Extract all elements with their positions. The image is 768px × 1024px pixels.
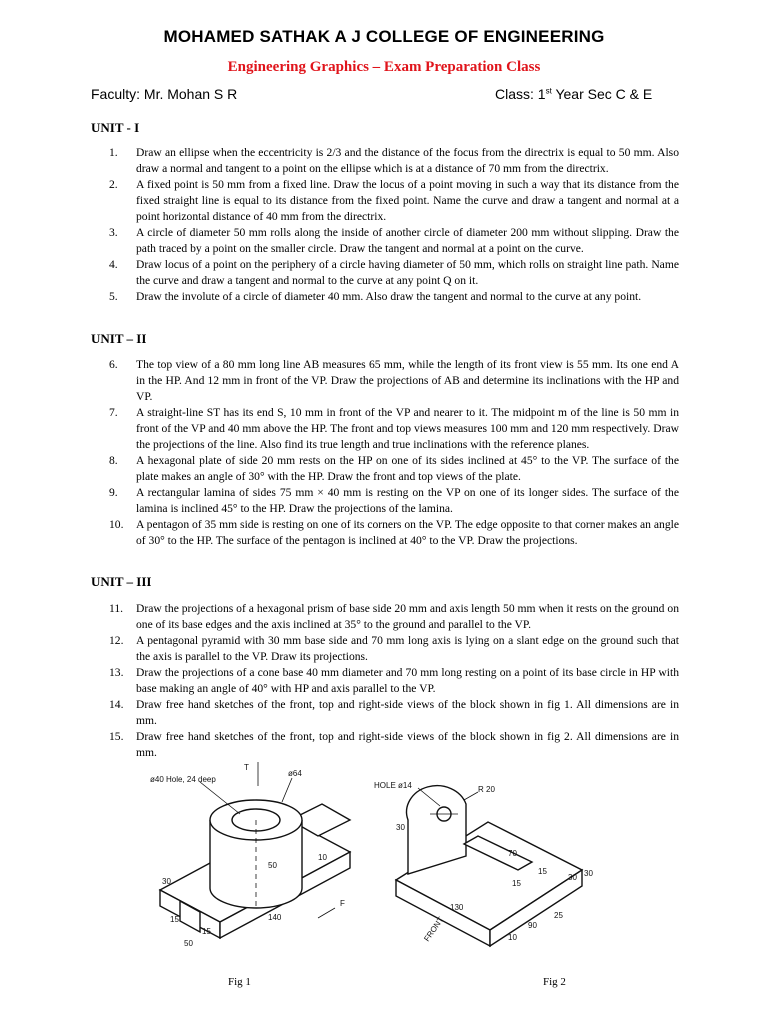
faculty-name: Faculty: Mr. Mohan S R — [91, 86, 238, 102]
question-text: Draw an ellipse when the eccentricity is 2/3 and the distance of the focus from the directrix is equal to 50 mm. Also draw a normal and tangent to a point on the ellipse which is at a distance of 70 mm from the directrix. — [136, 146, 679, 175]
question-text: A pentagonal pyramid with 30 mm base side and 70 mm long axis is lying on a slant edge on the ground such that the axis is parallel to the VP. Draw its projections. — [136, 634, 679, 663]
question-item — [91, 665, 679, 697]
question-item — [91, 357, 679, 405]
unit-1-heading: UNIT - I — [91, 120, 140, 135]
question-item — [91, 225, 679, 257]
unit-3-questions — [91, 601, 679, 761]
fig1-dim-15b: 15 — [202, 927, 211, 936]
fig2-dim-30b: 30 — [568, 873, 577, 882]
unit-3-heading: UNIT – III — [91, 574, 152, 589]
fig2-hole-label: HOLE ø14 — [374, 781, 412, 790]
question-number: 1. — [109, 146, 118, 159]
fig1-dim-30: 30 — [162, 877, 171, 886]
question-text: Draw the projections of a hexagonal prism of base side 20 mm and axis length 50 mm when it rests on the ground on one of its base edges and the axis inclined at 35° to the ground and parallel to the VP. — [136, 602, 679, 631]
question-number: 10. — [109, 518, 124, 531]
fig1-caption: Fig 1 — [228, 976, 251, 988]
class-suffix: Year Sec C & E — [551, 86, 653, 102]
fig1-hole-label: ø40 Hole, 24 deep — [150, 775, 216, 784]
question-item — [91, 517, 679, 549]
question-number: 2. — [109, 178, 118, 191]
question-text: Draw the projections of a cone base 40 mm diameter and 70 mm long resting on a point of its base circle in HP with base making an angle of 40° with HP and axis parallel to the VP. — [136, 666, 679, 695]
question-item — [91, 601, 679, 633]
question-number: 12. — [109, 634, 124, 647]
question-number: 11. — [109, 602, 124, 615]
question-item — [91, 257, 679, 289]
fig1-dim-10: 10 — [318, 853, 327, 862]
question-number: 13. — [109, 666, 124, 679]
fig1-isometric-drawing — [140, 760, 370, 955]
class-subtitle: Engineering Graphics – Exam Preparation Class — [227, 59, 541, 75]
question-number: 15. — [109, 730, 124, 743]
question-text: A straight-line ST has its end S, 10 mm in front of the VP and nearer to it. The midpoint m of the line is 50 mm in front of the VP and 40 mm above the HP. The front and top views measures 100 mm and 120 mm respectively. Draw the projections of the line. Also find its true length and true inclinations with the reference planes. — [136, 406, 679, 451]
fig2-dim-10: 10 — [508, 933, 517, 942]
fig2-isometric-drawing — [368, 760, 608, 955]
question-text: Draw free hand sketches of the front, top and right-side views of the block shown in fig 1. All dimensions are in mm. — [136, 698, 679, 727]
unit-2-heading: UNIT – II — [91, 331, 147, 346]
question-item — [91, 697, 679, 729]
fig1-t-label: T — [244, 763, 249, 772]
question-item — [91, 289, 679, 305]
fig1-f-label: F — [340, 899, 345, 908]
fig2-r20-label: R 20 — [478, 785, 495, 794]
question-number: 3. — [109, 226, 118, 239]
class-sup: st — [545, 86, 552, 96]
fig2-dim-15: 15 — [538, 867, 547, 876]
question-item — [91, 633, 679, 665]
question-text: The top view of a 80 mm long line AB measures 65 mm, while the length of its front view is 55 mm. Its one end A in the HP. And 12 mm in front of the VP. Draw the projections of AB and determine its inclinations with the HP and VP. — [136, 358, 679, 403]
unit-2-questions — [91, 357, 679, 549]
class-info — [495, 86, 652, 102]
unit-1-questions — [91, 145, 679, 305]
fig2-dim-15b: 15 — [512, 879, 521, 888]
question-item — [91, 453, 679, 485]
fig1-dia-leader — [282, 778, 292, 802]
question-number: 7. — [109, 406, 118, 419]
fig2-front-label: FRONT — [422, 915, 446, 944]
question-item — [91, 177, 679, 225]
fig2-dim-90: 90 — [528, 921, 537, 930]
question-item — [91, 485, 679, 517]
question-number: 6. — [109, 358, 118, 371]
question-text: Draw the involute of a circle of diameter 40 mm. Also draw the tangent and normal to the curve at any point. — [136, 290, 642, 303]
fig2-dim-130: 130 — [450, 903, 464, 912]
question-text: Draw locus of a point on the periphery of a circle having diameter of 50 mm, which rolls on straight line path. Name the curve and draw a tangent and normal to the curve at any point Q on it. — [136, 258, 679, 287]
question-number: 9. — [109, 486, 118, 499]
question-text: A pentagon of 35 mm side is resting on one of its corners on the VP. The edge opposite to that corner makes an angle of 30° to the HP. The surface of the pentagon is inclined at 40° to the VP. Draw the projections. — [136, 518, 679, 547]
question-number: 4. — [109, 258, 118, 271]
question-text: Draw free hand sketches of the front, top and right-side views of the block shown in fig 2. All dimensions are in mm. — [136, 730, 679, 759]
question-text: A hexagonal plate of side 20 mm rests on the HP on one of its sides inclined at 45° to the VP. The surface of the plate makes an angle of 30° with the HP. Draw the front and top views of the plate. — [136, 454, 679, 483]
fig2-dim-70: 70 — [508, 849, 517, 858]
question-item — [91, 729, 679, 761]
fig1-dim-140: 140 — [268, 913, 282, 922]
class-prefix: Class: 1 — [495, 86, 546, 102]
fig2-r20-leader — [464, 792, 478, 800]
question-text: A rectangular lamina of sides 75 mm × 40 mm is resting on the VP on one of its longer sides. The surface of the lamina is inclined 45° to the HP. Draw the projections of the lamina. — [136, 486, 679, 515]
fig2-dim-30c: 30 — [584, 869, 593, 878]
college-name: MOHAMED SATHAK A J COLLEGE OF ENGINEERING — [163, 27, 605, 46]
fig1-dim-50b: 50 — [184, 939, 193, 948]
question-item — [91, 145, 679, 177]
question-number: 14. — [109, 698, 124, 711]
fig2-dim-25: 25 — [554, 911, 563, 920]
question-number: 5. — [109, 290, 118, 303]
fig1-dim-50: 50 — [268, 861, 277, 870]
question-number: 8. — [109, 454, 118, 467]
question-text: A fixed point is 50 mm from a fixed line. Draw the locus of a point moving in such a way that its distance from the fixed straight line is equal to its distance from the fixed point. Name the curve and draw a tangent and normal at a point horizontal distance of 40 mm from the directrix. — [136, 178, 679, 223]
fig2-dim-30: 30 — [396, 823, 405, 832]
question-text: A circle of diameter 50 mm rolls along the inside of another circle of diameter 200 mm without slipping. Draw the path traced by a point on the smaller circle. Draw the tangent and normal at a point on the curve. — [136, 226, 679, 255]
fig1-f-arrow — [318, 908, 335, 918]
fig1-dia-label: ø64 — [288, 769, 302, 778]
fig2-caption: Fig 2 — [543, 976, 566, 988]
question-item — [91, 405, 679, 453]
fig1-dim-15a: 15 — [170, 915, 179, 924]
